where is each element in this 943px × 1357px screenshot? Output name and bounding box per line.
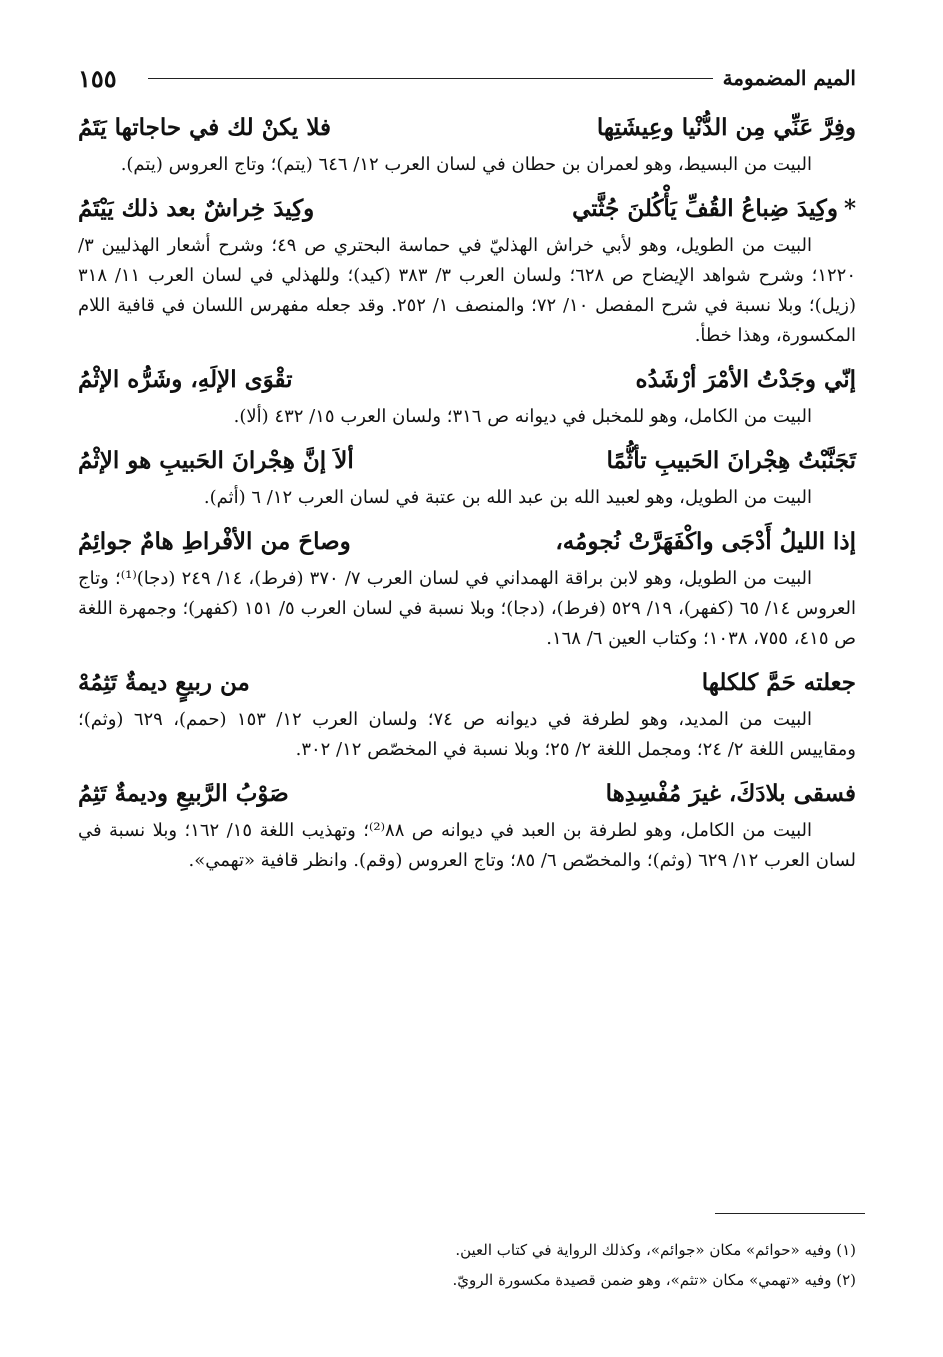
verse-first-hemistich-text: وكِيدَ ضِباعُ القُفِّ يَأْكُلنَ جُثَّتي bbox=[572, 195, 838, 222]
verse-entry bbox=[78, 360, 856, 432]
verse-commentary: البيت من الطويل، وهو لعبيد الله بن عبد الله بن عتبة في لسان العرب ١٢/ ٦ (أثم). bbox=[203, 487, 812, 508]
verse-entry bbox=[78, 522, 856, 654]
verse-first-hemistich: إنّي وجَدْتُ الأمْرَ أرْشَدُه bbox=[635, 366, 856, 393]
verse-second-hemistich: وكِيدَ خِراشٌ بعد ذلك يَيْتَمُ bbox=[78, 195, 315, 222]
asterisk-marker: * bbox=[843, 195, 856, 222]
verse-second-hemistich: فلا يكنْ لك في حاجاتها يَتَمُ bbox=[78, 114, 332, 141]
footnotes bbox=[78, 1235, 856, 1295]
verse-entry bbox=[78, 663, 856, 765]
footnote-2: (٢) وفيه «تهمي» مكان «تثم»، وهو ضمن قصيدة مكسورة الرويّ. bbox=[452, 1271, 856, 1289]
verse-commentary: البيت من الطويل، وهو لابن براقة الهمداني في لسان العرب ٧/ ٣٧٠ (فرط)، ١٤/ ٢٤٩ (دجا)⁽¹⁾؛ وتاج العروس ١٤/ ٦٥ (كفهر)، ١٩/ ٥٢٩ (فرط)، (دجا)؛ وبلا نسبة في لسان العرب ٥/ ١٥١ (كفهر)؛ وجمهرة اللغة ص ٤١٥، ٧٥٥، ١٠٣٨؛ وكتاب العين ٦/ ١٦٨. bbox=[78, 568, 856, 649]
verse-second-hemistich: وصاحَ من الأفْراطِ هامٌ جوائِمُ bbox=[78, 528, 351, 555]
verse-first-hemistich: فسقى بلادَكَ، غيرَ مُفْسِدِها bbox=[605, 780, 856, 807]
verse-entry bbox=[78, 189, 856, 351]
verse-commentary: البيت من الكامل، وهو لطرفة بن العبد في ديوانه ص ٨٨⁽²⁾؛ وتهذيب اللغة ١٥/ ١٦٢؛ وبلا نسبة في لسان العرب ١٢/ ٦٢٩ (وثم)؛ والمخصّص ٦/ ٨٥؛ وتاج العروس (وقم). وانظر قافية «تهمي». bbox=[78, 820, 856, 871]
page-body bbox=[78, 108, 856, 885]
page-header bbox=[78, 58, 856, 98]
header-rule bbox=[148, 78, 713, 79]
verse-second-hemistich: صَوْبُ الرَّبيعِ وديمةٌ تَثِمُ bbox=[78, 780, 289, 807]
footnote-separator bbox=[715, 1213, 865, 1214]
verse-line bbox=[78, 108, 856, 148]
verse-first-hemistich: إذا الليلُ أَدْجَى واكْفَهَرَّتْ نُجومُه، bbox=[555, 528, 856, 555]
verse-commentary: البيت من الطويل، وهو لأبي خراش الهذليّ في حماسة البحتري ص ٤٩؛ وشرح أشعار الهذليين ٣/ ١٢٢٠؛ وشرح شواهد الإيضاح ص ٦٢٨؛ ولسان العرب ٣/ ٣٨٣ (كيد)؛ وللهذلي في لسان العرب ١١/ ٣١٨ (زيل)؛ وبلا نسبة في شرح المفصل ١٠/ ٧٢؛ والمنصف ١/ ٢٥٢. وقد جعله مفهرس اللسان في قافية اللام المكسورة، وهذا خطأ. bbox=[78, 235, 856, 346]
verse-commentary: البيت من الكامل، وهو للمخبل في ديوانه ص ٣١٦؛ ولسان العرب ١٥/ ٤٣٢ (ألا). bbox=[233, 406, 812, 427]
verse-first-hemistich: تَجَنَّبْتُ هِجْرانَ الحَبيبِ تأثُّمًا bbox=[606, 447, 856, 474]
verse-entry bbox=[78, 441, 856, 513]
verse-line bbox=[78, 774, 856, 814]
footnote-1: (١) وفيه «حوائم» مكان «جوائم»، وكذلك الرواية في كتاب العين. bbox=[455, 1241, 856, 1259]
verse-entry bbox=[78, 774, 856, 876]
verse-commentary: البيت من البسيط، وهو لعمران بن حطان في لسان العرب ١٢/ ٦٤٦ (يتم)؛ وتاج العروس (يتم). bbox=[120, 154, 812, 175]
page-number: ١٥٥ bbox=[78, 63, 117, 93]
verse-line bbox=[78, 522, 856, 562]
verse-second-hemistich: ألاَ إنَّ هِجْرانَ الحَبيبِ هو الإثْمُ bbox=[78, 447, 354, 474]
running-title: الميم المضمومة bbox=[722, 66, 856, 90]
verse-line bbox=[78, 189, 856, 229]
verse-line bbox=[78, 441, 856, 481]
verse-entry bbox=[78, 108, 856, 180]
verse-first-hemistich: وفِرَّ عَنِّي مِن الدُّنْيا وعِيشَتِها bbox=[596, 114, 856, 141]
verse-second-hemistich: تقْوَى الإلَهِ، وشَرُّه الإثْمُ bbox=[78, 366, 293, 393]
verse-line bbox=[78, 663, 856, 703]
verse-line bbox=[78, 360, 856, 400]
verse-first-hemistich: جعلته حَمَّ كلكلها bbox=[701, 669, 856, 696]
verse-second-hemistich: من ربيعٍ ديمةٌ تَثِمُهْ bbox=[78, 669, 250, 696]
verse-first-hemistich bbox=[572, 189, 856, 229]
verse-commentary: البيت من المديد، وهو لطرفة في ديوانه ص ٧٤؛ ولسان العرب ١٢/ ١٥٣ (حمم)، ٦٢٩ (وثم)؛ ومقاييس اللغة ٢/ ٢٤؛ ومجمل اللغة ٢/ ٢٥؛ وبلا نسبة في المخصّص ١٢/ ٣٠٢. bbox=[78, 709, 856, 760]
